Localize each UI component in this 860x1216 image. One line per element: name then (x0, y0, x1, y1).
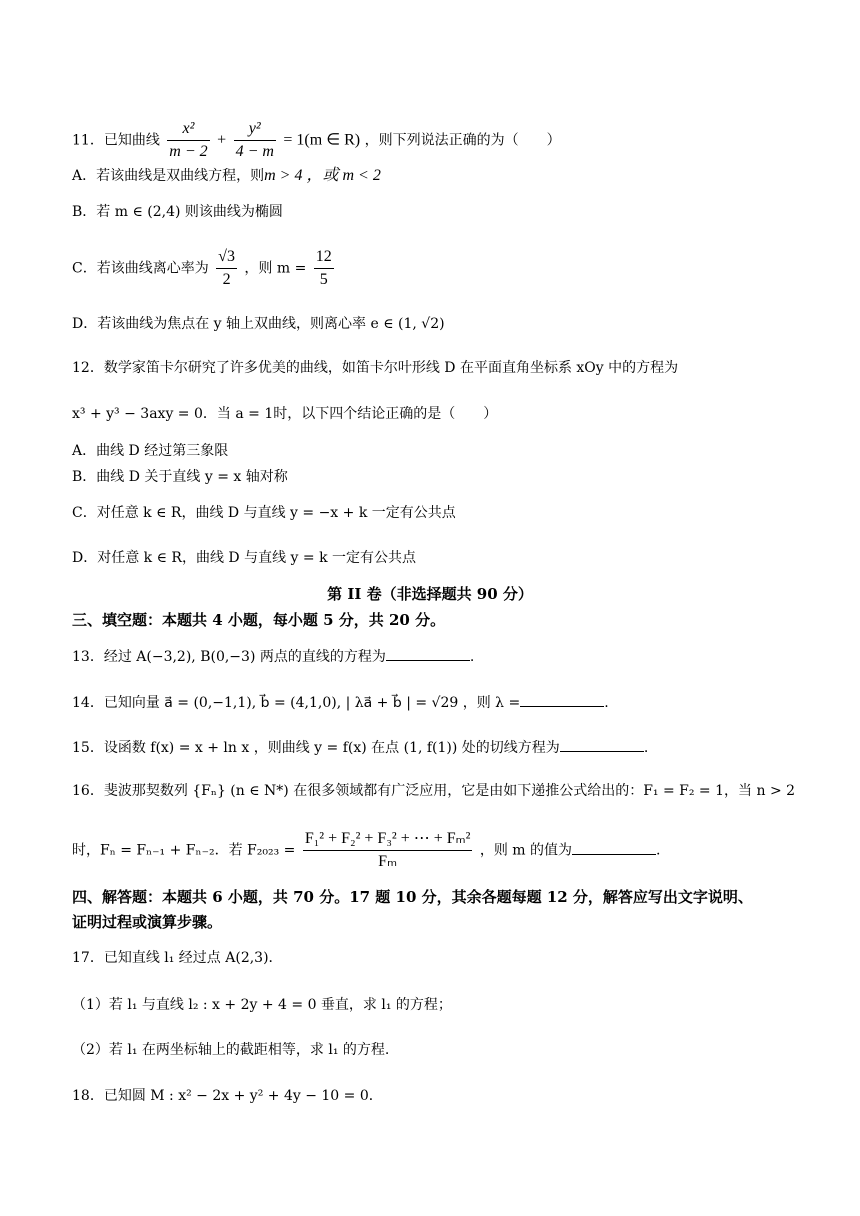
q11-frac1-den: m − 2 (167, 140, 209, 163)
section-4-title-1: 四、解答题：本题共 6 小题，共 70 分。17 题 10 分，其余各题每题 12 分，解答应写出文字说明、 (72, 888, 753, 906)
q18-stem: 18．已知圆 M : x² − 2x + y² + 4y − 10 = 0． (72, 1088, 383, 1104)
q16-line-1: 16．斐波那契数列 {Fₙ} (n ∈ N*) 在很多领域都有广泛应用，它是由如下递推公式给出的：F₁ = F₂ = 1，当 n > 2 (72, 783, 796, 799)
q11c-rhs-den: 5 (314, 268, 334, 291)
q16-frac-num: F₁² + F₂² + F₃² + ⋯ + Fₘ² (304, 830, 471, 847)
q15-blank (560, 737, 644, 752)
q11c-frac-num: √3 (218, 248, 235, 265)
q11-rhs: = 1(m ∈ R) (283, 131, 361, 149)
q12-stem-2: x³ + y³ − 3axy = 0．当 a = 1时，以下四个结论正确的是（ ） (72, 406, 498, 422)
q12-stem-1: 12．数学家笛卡尔研究了许多优美的曲线，如笛卡尔叶形线 D 在平面直角坐标系 xOy 中的方程为 (72, 360, 679, 376)
q11-frac2-den: 4 − m (234, 140, 276, 163)
q14-blank (520, 692, 604, 707)
section-3-title: 三、填空题：本题共 4 小题，每小题 5 分，共 20 分。 (72, 611, 446, 629)
q11-option-d: D．若该曲线为焦点在 y 轴上双曲线，则离心率 e ∈ (1, √2) (72, 316, 445, 332)
q11c-rhs-num: 12 (315, 248, 332, 265)
q11-suffix: ，则下列说法正确的为（ ） (364, 132, 561, 149)
q11-option-a-text: A．若该曲线是双曲线方程，则 (72, 168, 265, 184)
q15-text: 15．设函数 f(x) = x + ln x ，则曲线 y = f(x) 在点 (1, f(1)) 处的切线方程为 (72, 740, 560, 756)
q11-frac1-num: x² (182, 120, 195, 137)
q14-text: 14．已知向量 a⃗ = (0,−1,1), b⃗ = (4,1,0), | λa⃗ + b⃗ | = √29 ，则 λ = (72, 695, 521, 711)
q11c-rhs-frac (314, 246, 334, 291)
q16-frac-den: Fₘ (303, 850, 473, 873)
q13-end: . (469, 649, 475, 665)
q11-option-c-prefix: C．若该曲线离心率为 (72, 260, 209, 277)
q11-frac2 (234, 118, 276, 163)
q17-part-2: （2）若 l₁ 在两坐标轴上的截距相等，求 l₁ 的方程. (72, 1042, 390, 1058)
q11c-frac (216, 246, 237, 291)
q11-frac2-num: y² (248, 120, 261, 137)
q12-option-b: B．曲线 D 关于直线 y = x 轴对称 (72, 469, 288, 485)
section-2-title: 第 II 卷（非选择题共 90 分） (327, 585, 533, 603)
q15-end: . (643, 740, 649, 756)
q16-prefix: 时，Fₙ = Fₙ₋₁ + Fₙ₋₂．若 F₂₀₂₃ = (72, 842, 296, 859)
q16-frac (303, 828, 473, 873)
q11-option-c-mid: ，则 m = (244, 260, 307, 277)
section-4-title-2: 证明过程或演算步骤。 (72, 913, 223, 931)
q11-prefix: 11．已知曲线 (72, 132, 160, 149)
q12-option-c: C．对任意 k ∈ R，曲线 D 与直线 y = −x + k 一定有公共点 (72, 505, 456, 521)
q11-stem: 11．已知曲线 $\frac{\text{x²}}{m - 2}$ + $\frac{\text{y²}}{4 - m}$ = 1(m ∈ R) ，则下列说法正确的为（ ） (72, 118, 820, 163)
q11-option-a (72, 166, 820, 186)
q16-end: . (656, 842, 661, 859)
q16-line-2 (72, 828, 820, 873)
q17-part-1: （1）若 l₁ 与直线 l₂ : x + 2y + 4 = 0 垂直，求 l₁ 的方程； (72, 997, 452, 1013)
q13-blank (386, 646, 470, 661)
q14-end: . (604, 695, 609, 711)
q11-option-c (72, 246, 820, 291)
q11c-frac-den: 2 (216, 268, 237, 291)
q11-option-b: B．若 m ∈ (2,4) 则该曲线为椭圆 (72, 204, 283, 220)
q17-stem: 17．已知直线 l₁ 经过点 A(2,3)． (72, 950, 283, 966)
q13 (72, 646, 820, 667)
q11-frac1 (167, 118, 209, 163)
q11-option-a-math: m > 4 ，或 m < 2 (264, 167, 381, 184)
q13-text: 13．经过 A(−3,2), B(0,−3) 两点的直线的方程为 (72, 649, 386, 665)
q12-option-a: A．曲线 D 经过第三象限 (72, 443, 229, 459)
q15 (72, 737, 820, 758)
q16-blank (572, 840, 656, 855)
q12-option-d: D．对任意 k ∈ R，曲线 D 与直线 y = k 一定有公共点 (72, 550, 417, 566)
q14 (72, 692, 820, 713)
q16-suffix: ，则 m 的值为 (479, 842, 573, 859)
